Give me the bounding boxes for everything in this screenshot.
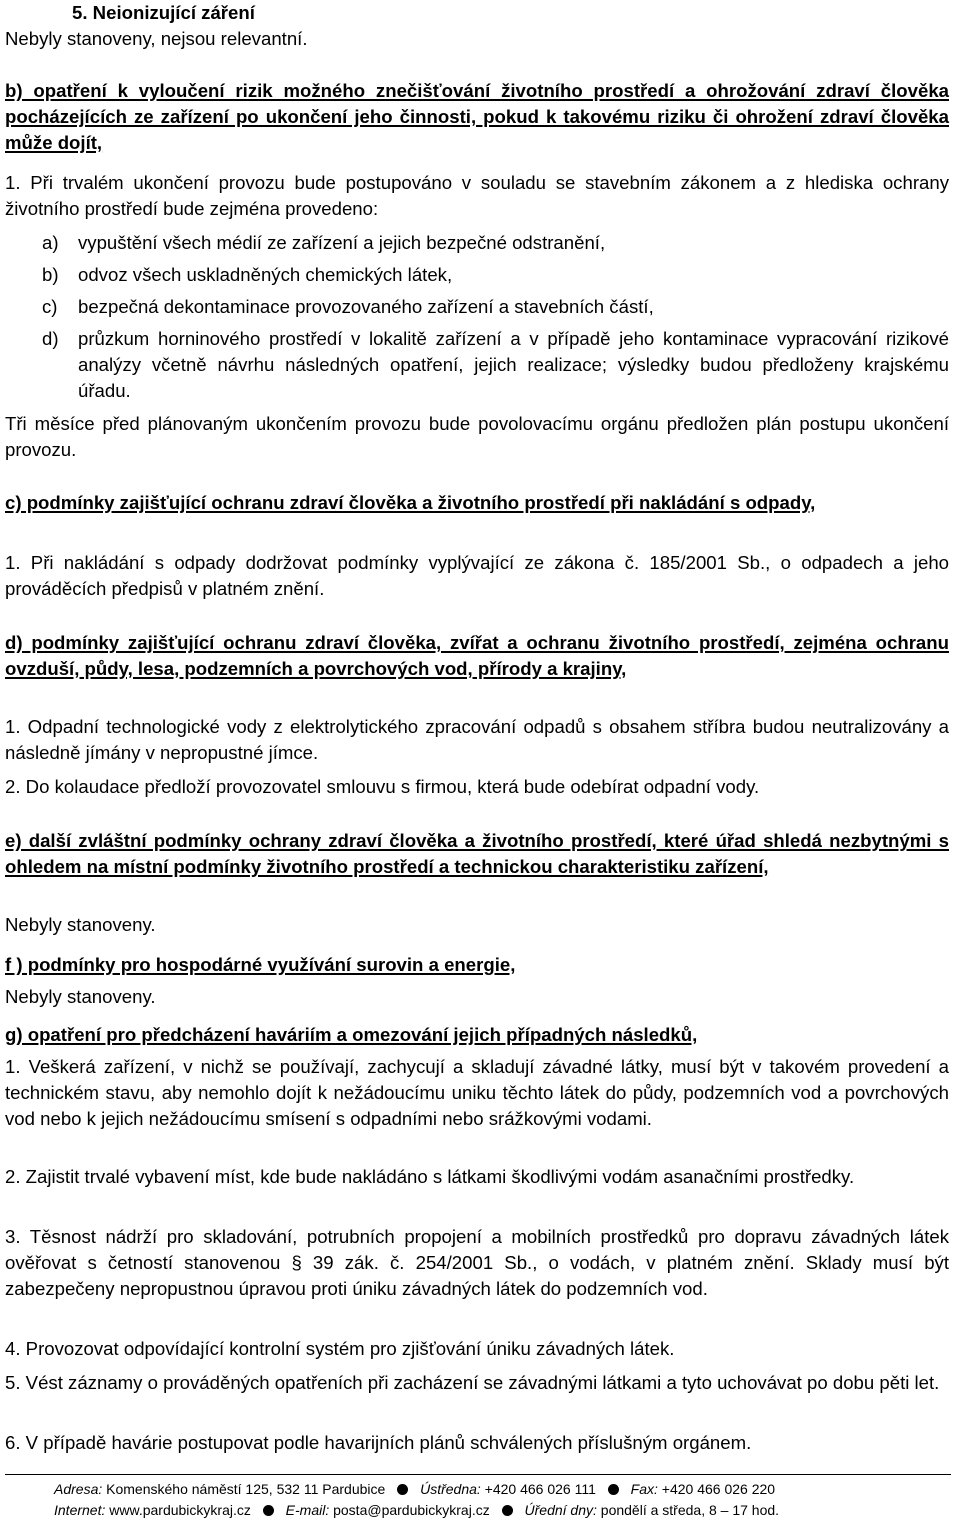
section-5-text: Nebyly stanoveny, nejsou relevantní. [5, 28, 308, 49]
section-b-heading: b) opatření k vyloučení rizik možného znečišťování životního prostředí a ohrožování zdraví člověka pocházejících ze zařízení po ukončení jeho činnosti, pokud k takovému riziku či ohrožení zdraví člověka může dojít, [5, 80, 949, 153]
section-c-heading: c) podmínky zajišťující ochranu zdraví člověka a životního prostředí při nakládání s odpady, [5, 492, 816, 513]
section-b-paragraph-2: Tři měsíce před plánovaným ukončením provozu bude povolovacímu orgánu předložen plán postupu ukončení provozu. [5, 413, 949, 460]
section-d-heading: d) podmínky zajišťující ochranu zdraví člověka, zvířat a ochranu životního prostředí, zejména ochranu ovzduší, půdy, lesa, podzemních a povrchových vod, přírody a krajiny, [5, 632, 949, 679]
section-d-paragraph-1: 1. Odpadní technologické vody z elektrolytického zpracování odpadů s obsahem stříbra budou neutralizovány a následně jímány v nepropustné jímce. [5, 716, 949, 763]
web-label: Internet: [54, 1502, 106, 1518]
section-f-text: Nebyly stanoveny. [5, 986, 156, 1007]
list-item-text: bezpečná dekontaminace provozovaného zařízení a stavebních částí, [78, 296, 654, 317]
list-item-label: b) [42, 264, 59, 285]
section-g-paragraph-3: 3. Těsnost nádrží pro skladování, potrubních propojení a mobilních prostředků pro dopravu závadných látek ověřovat s četností stanovenou § 39 zák. č. 254/2001 Sb., o vodách, v platném znění. Sklady musí být zabezpečeny nepropustnou úpravou proti úniku závadných látek do podzemních vod. [5, 1226, 949, 1299]
list-item-label: a) [42, 232, 59, 253]
hours-label: Úřední dny: [524, 1502, 597, 1518]
section-d-paragraph-2: 2. Do kolaudace předloží provozovatel smlouvu s firmou, která bude odebírat odpadní vody. [5, 776, 760, 797]
section-e-text: Nebyly stanoveny. [5, 914, 156, 935]
list-item [5, 294, 949, 320]
list-item [5, 326, 949, 404]
hours-value: pondělí a středa, 8 – 17 hod. [600, 1502, 780, 1518]
email-link[interactable]: posta@pardubickykraj.cz [333, 1502, 490, 1518]
fax-label: Fax: [630, 1481, 658, 1497]
section-e-heading: e) další zvláštní podmínky ochrany zdraví člověka a životního prostředí, které úřad shledá nezbytnými s ohledem na místní podmínky životního prostředí a technickou charakteristiku zařízení, [5, 830, 949, 877]
list-item-label: d) [42, 328, 59, 349]
email-label: E-mail: [285, 1502, 330, 1518]
section-g-paragraph-1: 1. Veškerá zařízení, v nichž se používají, zachycují a skladují závadné látky, musí být v takovém provedení a technickém stavu, aby nemohlo dojít k nežádoucímu uniku těchto látek do půdy, podzemních vod a povrchových vod nebo k jejich nežádoucímu smísení s odpadními nebo srážkovými vodami. [5, 1056, 949, 1129]
footer-divider [5, 1474, 951, 1475]
list-item-label: c) [42, 296, 58, 317]
bullet-icon [397, 1484, 408, 1495]
fax-value: +420 466 026 220 [661, 1481, 776, 1497]
address-label: Adresa: [54, 1481, 103, 1497]
list-item-text: vypuštění všech médií ze zařízení a jejich bezpečné odstranění, [78, 232, 606, 253]
footer-line-2 [54, 1501, 779, 1519]
section-g-paragraph-5: 5. Vést záznamy o prováděných opatřeních při zacházení se závadnými látkami a tyto uchovávat po dobu pěti let. [5, 1372, 940, 1393]
web-link[interactable]: www.pardubickykraj.cz [109, 1502, 251, 1518]
footer-line-1 [54, 1480, 775, 1498]
bullet-icon [502, 1505, 513, 1516]
address-value: Komenského náměstí 125, 532 11 Pardubice [106, 1481, 386, 1497]
list-item [5, 262, 949, 288]
list-item-text: průzkum horninového prostředí v lokalitě zařízení a v případě jeho kontaminace vypracování rizikové analýzy včetně návrhu následných opatření, jejich realizace; výsledky budou předloženy krajskému úřadu. [78, 328, 949, 401]
bullet-icon [608, 1484, 619, 1495]
bullet-icon [263, 1505, 274, 1516]
section-g-paragraph-4: 4. Provozovat odpovídající kontrolní systém pro zjišťování úniku závadných látek. [5, 1338, 675, 1359]
section-5-heading: 5. Neionizující záření [72, 2, 255, 23]
section-g-paragraph-2: 2. Zajistit trvalé vybavení míst, kde bude nakládáno s látkami škodlivými vodám asanačními prostředky. [5, 1166, 855, 1187]
section-b-paragraph-1: 1. Při trvalém ukončení provozu bude postupováno v souladu se stavebním zákonem a z hlediska ochrany životního prostředí bude zejména provedeno: [5, 172, 949, 219]
section-g-paragraph-6: 6. V případě havárie postupovat podle havarijních plánů schválených příslušným orgánem. [5, 1432, 752, 1453]
section-c-paragraph-1: 1. Při nakládání s odpady dodržovat podmínky vyplývající ze zákona č. 185/2001 Sb., o odpadech a jeho prováděcích předpisů v platném znění. [5, 552, 949, 599]
phone-label: Ústředna: [420, 1481, 481, 1497]
list-item-text: odvoz všech uskladněných chemických látek, [78, 264, 453, 285]
list-item [5, 230, 949, 256]
phone-value: +420 466 026 111 [484, 1481, 596, 1497]
section-g-heading: g) opatření pro předcházení haváriím a omezování jejich případných následků, [5, 1024, 698, 1045]
section-f-heading: f ) podmínky pro hospodárné využívání surovin a energie, [5, 954, 516, 975]
section-b-list [5, 230, 949, 404]
